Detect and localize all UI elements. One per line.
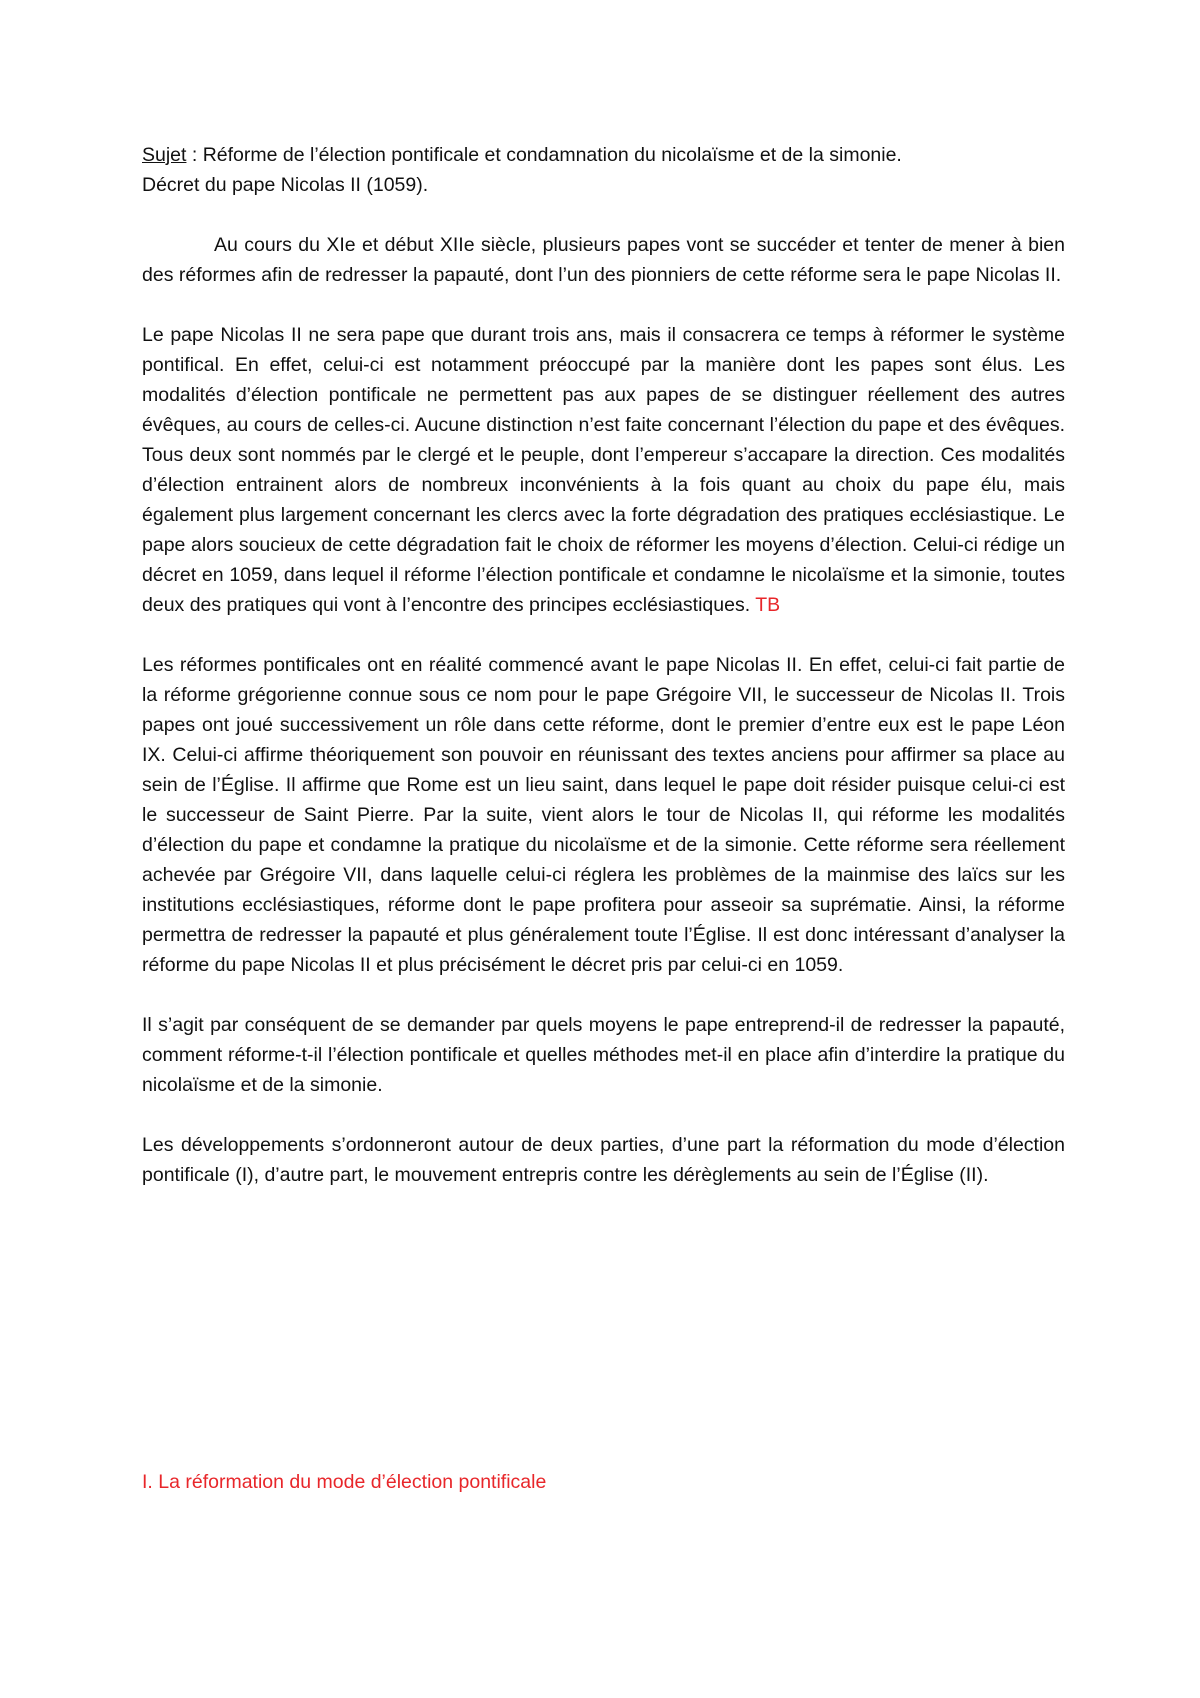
subject-decree: Décret du pape Nicolas II (1059). xyxy=(142,174,429,196)
paragraph-gregorian-reform: Les réformes pontificales ont en réalité commencé avant le pape Nicolas II. En effet, celui-ci fait partie de la réforme grégorienne connue sous ce nom pour le pape Grégoire VII, le successeur de Nicolas II. Trois papes ont joué successivement un rôle dans cette réforme, dont le premier d’entre eux est le pape Léon IX. Celui-ci affirme théoriquement son pouvoir en réunissant des textes anciens pour affirmer sa place au sein de l’Église. Il affirme que Rome est un lieu saint, dans lequel le pape doit résider puisque celui-ci est le successeur de Saint Pierre. Par la suite, vient alors le tour de Nicolas II, qui réforme les modalités d’élection du pape et condamne la pratique du nicolaïsme et de la simonie. Cette réforme sera réellement achevée par Grégoire VII, dans laquelle celui-ci réglera les problèmes de la mainmise des laïcs sur les institutions ecclésiastiques, réforme dont le pape profitera pour asseoir sa suprématie. Ainsi, la réforme permettra de redresser la papauté et plus généralement toute l’Église. Il est donc intéressant d’analyser la réforme du pape Nicolas II et plus précisément le décret pris par celui-ci en 1059. xyxy=(142,654,1065,976)
document-body xyxy=(142,140,1065,1493)
grade-annotation: TB xyxy=(755,594,781,616)
subject-label: Sujet xyxy=(142,144,187,166)
subject-title: : Réforme de l’élection pontificale et condamnation du nicolaïsme et de la simonie. xyxy=(186,144,902,166)
spacer xyxy=(142,200,1065,230)
paragraph-nicolas-reform xyxy=(142,320,1065,620)
spacer xyxy=(142,620,1065,650)
paragraph-plan: Les développements s’ordonneront autour de deux parties, d’une part la réformation du mode d’élection pontificale (I), d’autre part, le mouvement entrepris contre les dérèglements au sein de l’Église (II). xyxy=(142,1134,1065,1186)
paragraph-intro: Au cours du XIe et début XIIe siècle, plusieurs papes vont se succéder et tenter de mener à bien des réformes afin de redresser la papauté, dont l’un des pionniers de cette réforme sera le pape Nicolas II. xyxy=(142,234,1065,286)
paragraph-nicolas-reform-text: Le pape Nicolas II ne sera pape que durant trois ans, mais il consacrera ce temps à réformer le système pontifical. En effet, celui-ci est notamment préoccupé par la manière dont les papes sont élus. Les modalités d’élection pontificale ne permettent pas aux papes de se distinguer réellement des autres évêques, au cours de celles-ci. Aucune distinction n’est faite concernant l’élection du pape et des évêques. Tous deux sont nommés par le clergé et le peuple, dont l’empereur s’accapare la direction. Ces modalités d’élection entrainent alors de nombreux inconvénients à la fois quant au choix du pape élu, mais également plus largement concernant les clercs avec la forte dégradation des pratiques ecclésiastique. Le pape alors soucieux de cette dégradation fait le choix de réformer les moyens d’élection. Celui-ci rédige un décret en 1059, dans lequel il réforme l’élection pontificale et condamne le nicolaïsme et la simonie, toutes deux des pratiques qui vont à l’encontre des principes ecclésiastiques. xyxy=(142,324,1065,616)
spacer xyxy=(142,290,1065,320)
spacer xyxy=(142,1100,1065,1130)
subject-line xyxy=(142,140,1065,200)
paragraph-problematic: Il s’agit par conséquent de se demander par quels moyens le pape entreprend-il de redresser la papauté, comment réforme-t-il l’élection pontificale et quelles méthodes met-il en place afin d’interdire la pratique du nicolaïsme et de la simonie. xyxy=(142,1014,1065,1096)
section-heading-part-one: I. La réformation du mode d’élection pontificale xyxy=(142,1471,547,1493)
spacer xyxy=(142,980,1065,1010)
